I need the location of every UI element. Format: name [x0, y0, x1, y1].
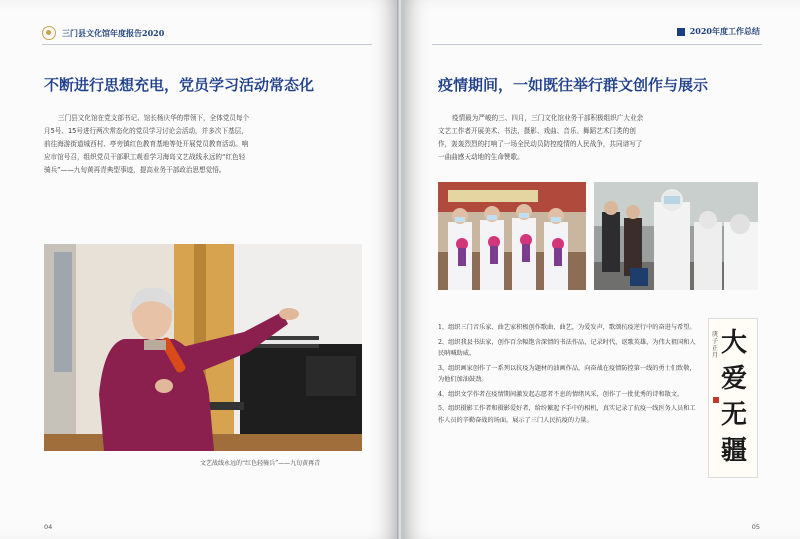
- header-rule: [432, 44, 762, 45]
- list-item: 1、组织三门音乐家、曲艺家积极创作歌曲、曲艺，为爱发声，歌颂抗疫逆行中的奋进与希望。: [438, 324, 696, 331]
- body-line: 骑兵”——九旬黄再青典型事迹，提高业务干部政治思想觉悟。: [44, 166, 226, 174]
- body-line: 前往海游街道城西村、亭旁镇红色教育基地等处开展党员教育活动。响: [44, 140, 249, 148]
- left-page: [0, 0, 398, 539]
- body-line: 三门县文化馆在党支部书记、馆长杨庆华的带领下，全体党员每个: [58, 114, 250, 122]
- left-page-number: 04: [44, 523, 53, 531]
- photo-caption: 文艺战线永远的“红色轻骑兵”——九旬黄再青: [200, 460, 321, 467]
- right-page-number: 05: [751, 523, 760, 531]
- body-line: 作，轰轰烈烈的打响了一场全民动员防控疫情的人民战争，共同谱写了: [438, 140, 643, 148]
- left-header: [42, 26, 164, 40]
- list-item: 5、组织摄影工作者和摄影爱好者，给纷繁起予手中的相机，真实记录了抗疫一线医务人员和工作人员的辛勤奋战的场面，展示了三门人民抗疫的力量。: [438, 405, 696, 424]
- left-section-title: 不断进行思想充电，党员学习活动常态化: [44, 76, 315, 94]
- protective-suit-photo: [594, 182, 758, 290]
- medical-team-photo: [438, 182, 586, 290]
- right-header: [677, 26, 760, 37]
- header-square-icon: [677, 28, 685, 36]
- list-item: 4、组织文学作者在疫情期间激发起志愿者不息的情绪风采，创作了一批优秀的诗和散文。: [438, 390, 684, 398]
- list-item: 3、组织画家创作了一系列以抗疫为题材的油画作品，向奋战在疫情防控第一线的勇士们致敬，为他们加油鼓劲。: [438, 364, 696, 383]
- summary-header-title: 2020年度工作总结: [689, 26, 760, 36]
- left-body-text: [44, 112, 374, 177]
- right-page: [402, 0, 800, 539]
- body-line: 疫情最为严峻的三、四月，三门文化馆业务干部积极组织广大业余: [452, 114, 644, 122]
- calligraphy-inscription: 庚子正月: [712, 331, 719, 359]
- right-body-text: [438, 112, 768, 164]
- report-header-title: 三门县文化馆年度报告2020: [62, 27, 165, 38]
- calligraphy-artwork: [708, 318, 758, 478]
- speaker-photo: [44, 244, 362, 451]
- right-section-title: 疫情期间，一如既往举行群文创作与展示: [438, 76, 709, 94]
- red-seal-icon: [713, 397, 719, 403]
- body-line: 应市馆号召，组织党员干部职工观看学习海岛文艺战线永远的“红色轻: [44, 153, 246, 161]
- body-line: 文艺工作者开展美术、书法、摄影、戏曲、音乐、舞蹈艺术门类的创: [438, 127, 636, 135]
- activity-list: [438, 322, 698, 429]
- culture-center-logo-icon: [42, 26, 56, 40]
- body-line: 月5号、15号进行两次常态化的党员学习讨论会活动，并多次下基层，: [44, 127, 248, 135]
- body-line: 一曲曲感天动地的生命赞歌。: [438, 153, 524, 161]
- calligraphy-main-text: 大爱无疆: [721, 328, 748, 466]
- header-rule: [42, 44, 372, 45]
- list-item: 2、组织我县书法家，创作百余幅饱含深情的书法作品，记录时代，讴歌英雄，为伟大祖国和人民呐喊助威。: [438, 338, 696, 357]
